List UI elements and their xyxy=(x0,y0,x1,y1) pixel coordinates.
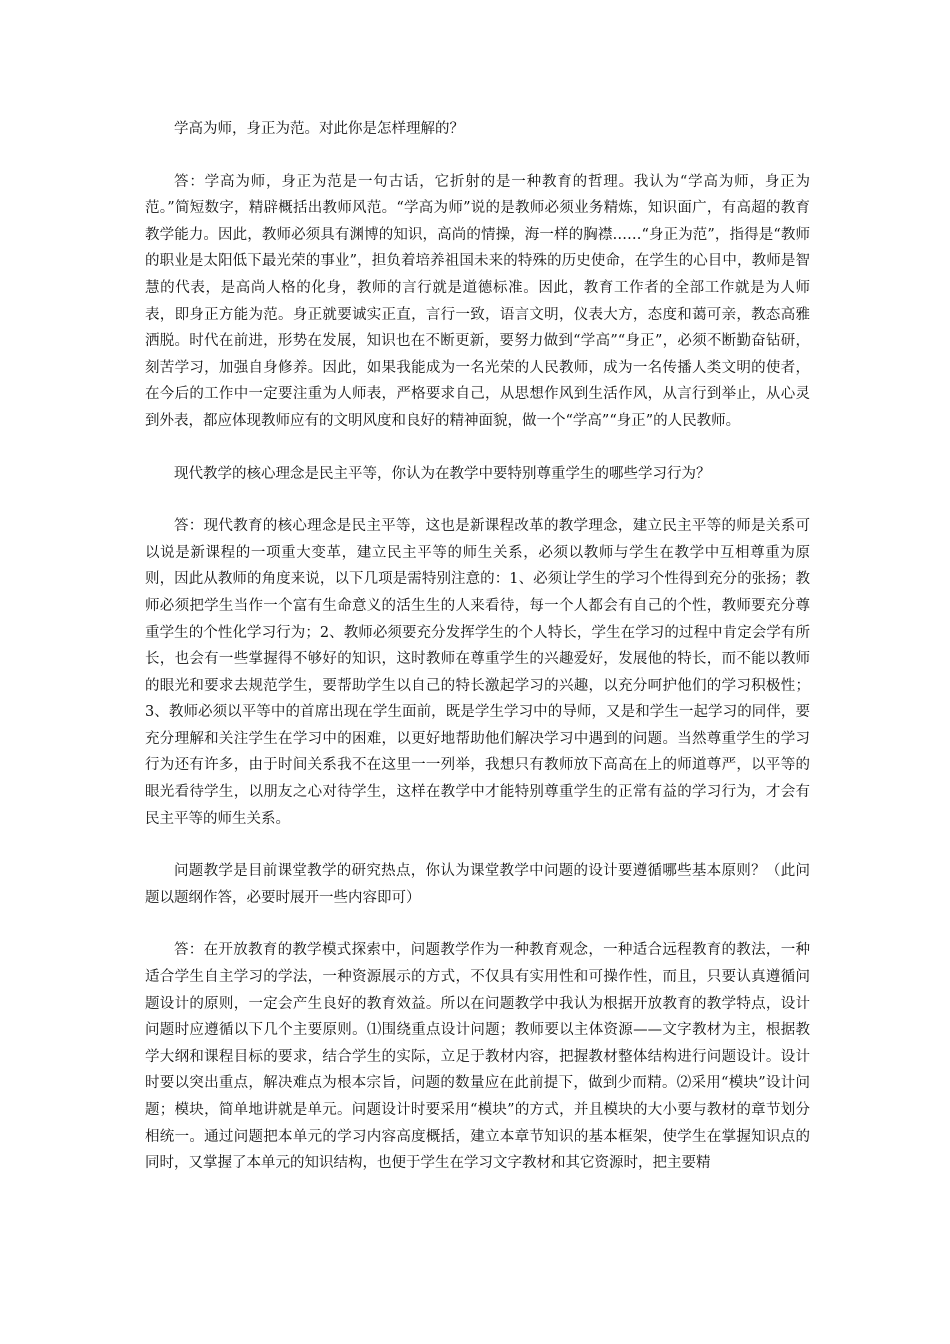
document-page xyxy=(145,116,810,1203)
answer-3: 答：在开放教育的教学模式探索中，问题教学作为一种教育观念，一种适合远程教育的教法，一种适合学生自主学习的学法，一种资源展示的方式，不仅具有实用性和可操作性，而且，只要认真遵循问题设计的原则，一定会产生良好的教育效益。所以在问题教学中我认为根据开放教育的教学特点，设计问题时应遵循以下几个主要原则。⑴围绕重点设计问题；教师要以主体资源——文字教材为主，根据教学大纲和课程目标的要求，结合学生的实际，立足于教材内容，把握教材整体结构进行问题设计。设计时要以突出重点，解决难点为根本宗旨，问题的数量应在此前提下，做到少而精。⑵采用“模块”设计问题；模块，简单地讲就是单元。问题设计时要采用“模块”的方式，并且模块的大小要与教材的章节划分相统一。通过问题把本单元的学习内容高度概括，建立本章节知识的基本框架，使学生在掌握知识点的同时，又掌握了本单元的知识结构，也便于学生在学习文字教材和其它资源时，把主要精 xyxy=(145,942,810,1172)
answer-2: 答：现代教育的核心理念是民主平等，这也是新课程改革的教学理念，建立民主平等的师是关系可以说是新课程的一项重大变革，建立民主平等的师生关系，必须以教师与学生在教学中互相尊重为原则，因此从教师的角度来说，以下几项是需特别注意的：1、必须让学生的学习个性得到充分的张扬；教师必须把学生当作一个富有生命意义的活生生的人来看待，每一个人都会有自己的个性，教师要充分尊重学生的个性化学习行为；2、教师必须要充分发挥学生的个人特长，学生在学习的过程中肯定会学有所长，也会有一些掌握得不够好的知识，这时教师在尊重学生的兴趣爱好，发展他的特长，而不能以教师的眼光和要求去规范学生，要帮助学生以自己的特长激起学习的兴趣，以充分呵护他们的学习积极性；3、教师必须以平等中的首席出现在学生面前，既是学生学习中的导师，又是和学生一起学习的同伴，要充分理解和关注学生在学习中的困难，以更好地帮助他们解决学习中遇到的问题。当然尊重学生的学习行为还有许多，由于时间关系我不在这里一一列举，我想只有教师放下高高在上的师道尊严，以平等的眼光看待学生，以朋友之心对待学生，这样在教学中才能特别尊重学生的正常有益的学习行为，才会有民主平等的师生关系。 xyxy=(145,518,810,827)
question-1: 学高为师，身正为范。对此你是怎样理解的？ xyxy=(174,121,464,137)
question-3: 问题教学是目前课堂教学的研究热点，你认为课堂教学中问题的设计要遵循哪些基本原则？（此问题以题纲作答，必要时展开一些内容即可） xyxy=(145,863,810,906)
question-2: 现代教学的核心理念是民主平等，你认为在教学中要特别尊重学生的哪些学习行为？ xyxy=(174,465,711,482)
answer-1: 答：学高为师，身正为范是一句古话，它折射的是一种教育的哲理。我认为“学高为师，身正为范。”简短数字，精辟概括出教师风范。“学高为师”说的是教师必须业务精炼，知识面广，有高超的教育教学能力。因此，教师必须具有渊博的知识，高尚的情操，海一样的胸襟……“身正为范”，指得是“教师的职业是太阳低下最光荣的事业”，担负着培养祖国未来的特殊的历史使命，在学生的心目中，教师是智慧的代表，是高尚人格的化身，教师的言行就是道德标准。因此，教育工作者的全部工作就是为人师表，即身正方能为范。身正就要诚实正直，言行一致，语言文明，仪表大方，态度和蔼可亲，教态高雅洒脱。时代在前进，形势在发展，知识也在不断更新，要努力做到“学高”“身正”，必须不断勤奋钻研，刻苦学习，加强自身修养。因此，如果我能成为一名光荣的人民教师，成为一名传播人类文明的使者，在今后的工作中一定要注重为人师表，严格要求自己，从思想作风到生活作风，从言行到举止，从心灵到外表，都应体现教师应有的文明风度和良好的精神面貌，做一个“学高”“身正”的人民教师。 xyxy=(145,173,810,429)
